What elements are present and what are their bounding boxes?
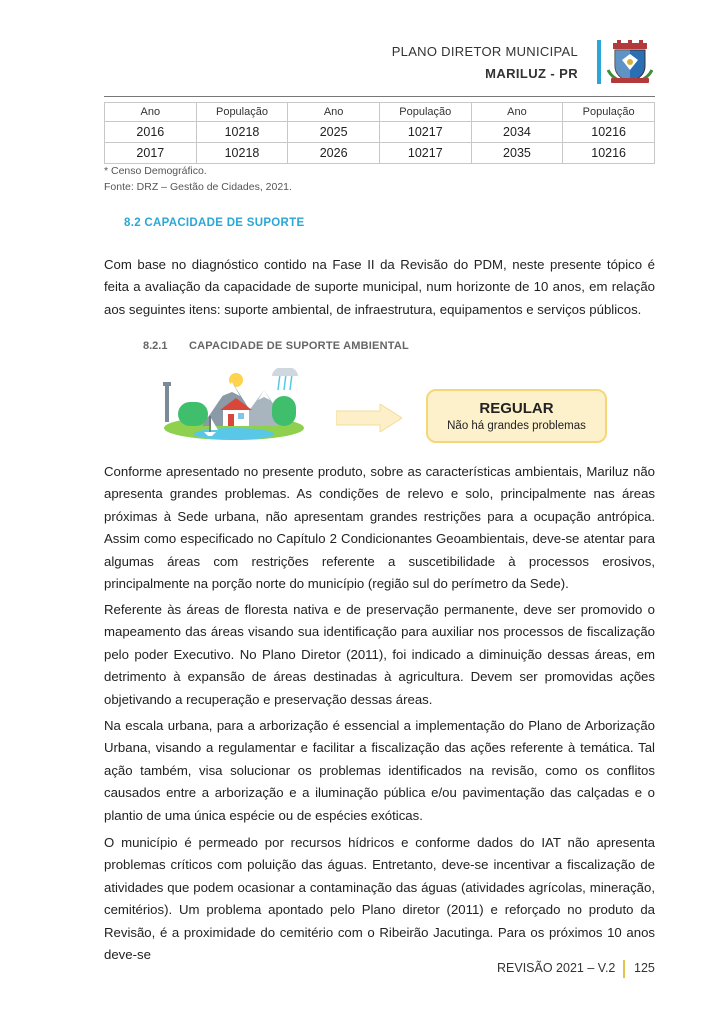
table-header-cell: Ano (471, 103, 563, 122)
population-projection-table (104, 102, 655, 164)
section-intro-paragraph: Com base no diagnóstico contido na Fase II da Revisão do PDM, neste presente tópico é feita a avaliação da capacidade de suporte municipal, num horizonte de 10 anos, em relação aos seguintes itens: suporte ambiental, de infraestrutura, equipamentos e serviços públicos. (104, 257, 655, 317)
table-cell: 2016 (105, 122, 197, 143)
status-box (426, 389, 607, 443)
table-header-cell: População (196, 103, 288, 122)
table-row (105, 143, 655, 164)
subsection-title: CAPACIDADE DE SUPORTE AMBIENTAL (189, 340, 409, 352)
table-cell: 2026 (288, 143, 380, 164)
table-cell: 2035 (471, 143, 563, 164)
table-cell: 10218 (196, 143, 288, 164)
table-cell: 10217 (379, 143, 471, 164)
body-paragraph: Conforme apresentado no presente produto, sobre as características ambientais, Mariluz não apresenta grandes problemas. As condições de relevo e solo, principalmente nas áreas próximas à Sede urbana, não apresentam grandes restrições para a ocupação antrópica. Assim como especificado no Capítulo 2 Condicionantes Geoambientais, deve-se atentar para algumas áreas com restrições referente a suscetibilidade à processos erosivos, principalmente na porção norte do município (região sul do perímetro da Sede). (104, 464, 655, 592)
table-cell: 10218 (196, 122, 288, 143)
header-divider (104, 96, 655, 97)
table-cell: 10216 (563, 122, 655, 143)
footer-revision: REVISÃO 2021 – V.2 (497, 961, 616, 975)
table-note: * Censo Demográfico. (104, 165, 207, 177)
table-source: Fonte: DRZ – Gestão de Cidades, 2021. (104, 181, 292, 193)
body-paragraph: O município é permeado por recursos hídricos e conforme dados do IAT não apresenta problemas críticos com poluição das águas. Entretanto, deve-se incentivar a fiscalização de atividades que podem ocasionar a contaminação das águas (atividades agrícolas, mineração, cemitérios). Um problema apontado pelo Plano diretor (2011) e reforçado no produto da Revisão, é a proximidade do cemitério com o Ribeirão Jacutinga. Para os próximos 10 anos deve-se (104, 835, 655, 963)
arrow-right-icon (336, 404, 402, 432)
municipality-name: MARILUZ - PR (485, 66, 578, 81)
table-header-cell: População (379, 103, 471, 122)
table-cell: 2025 (288, 122, 380, 143)
table-header-cell: Ano (288, 103, 380, 122)
table-cell: 2017 (105, 143, 197, 164)
section-heading: 8.2 CAPACIDADE DE SUPORTE (124, 217, 305, 229)
status-title: REGULAR (479, 400, 554, 417)
table-header-row (105, 103, 655, 122)
table-cell: 10217 (379, 122, 471, 143)
body-paragraph: Na escala urbana, para a arborização é essencial a implementação do Plano de Arborização Urbana, visando a regulamentar e facilitar a fiscalização das ações referente à temática. Tal ação também, visa solucionar os problemas identificados na revisão, como os conflitos causados entre a arborização e a iluminação pública e/ou pavimentação das calçadas e o plantio de uma única espécie ou de espécies exóticas. (104, 718, 655, 823)
status-description: Não há grandes problemas (447, 420, 586, 432)
landscape-house-icon (160, 368, 308, 442)
table-header-cell: População (563, 103, 655, 122)
coat-of-arms-icon (607, 40, 653, 84)
table-cell: 10216 (563, 143, 655, 164)
subsection-number: 8.2.1 (143, 340, 168, 352)
page-number: 125 (634, 961, 655, 975)
table-cell: 2034 (471, 122, 563, 143)
table-row (105, 122, 655, 143)
header-accent-bar (597, 40, 601, 84)
footer-divider (623, 960, 625, 978)
table-header-cell: Ano (105, 103, 197, 122)
body-paragraph: Referente às áreas de floresta nativa e de preservação permanente, deve ser promovido o mapeamento das áreas visando sua identificação para auxiliar nos processos de fiscalização pelo poder Executivo. No Plano Diretor (2011), foi indicado a diminuição dessas áreas, em detrimento à expansão de áreas destinadas à agricultura. Devem ser promovidas ações objetivando a recuperação e preservação dessas áreas. (104, 602, 655, 707)
document-title: PLANO DIRETOR MUNICIPAL (391, 44, 578, 59)
